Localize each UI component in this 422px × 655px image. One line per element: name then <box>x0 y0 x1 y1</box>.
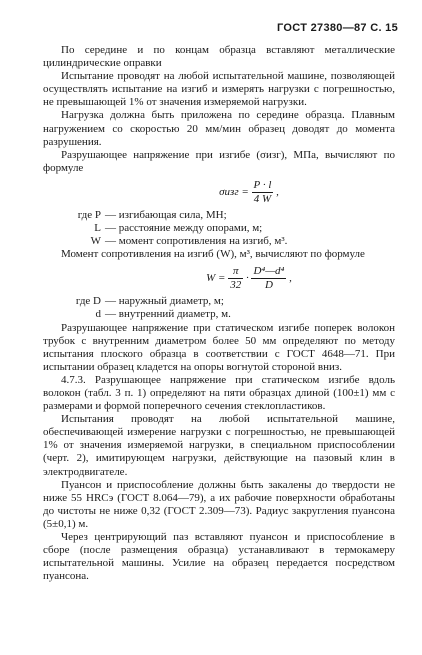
definitions-diameters <box>43 295 395 321</box>
formula-section-modulus-lhs: W = <box>206 272 226 285</box>
definition-text: — внутренний диаметр, м. <box>105 308 231 321</box>
formula-bending-stress-end: , <box>276 186 279 199</box>
paragraph-test-machine: Испытание проводят на любой испытательной машине, позволяющей осуществлять испытание на изгиб и измерять нагрузки с погрешностью, не превышающей 1% от значения измеряемой нагрузки. <box>43 70 395 109</box>
definition-text: — расстояние между опорами, м; <box>105 222 263 235</box>
definition-symbol: где P <box>77 208 101 221</box>
definition-row <box>43 235 395 248</box>
formula-bending-stress <box>103 179 395 205</box>
formula-section-modulus-coefficient <box>228 265 243 292</box>
formula-section-modulus-fraction <box>251 265 286 292</box>
definition-text: — наружный диаметр, м; <box>105 295 224 308</box>
formula-section-modulus-end: , <box>289 272 292 285</box>
formula-bending-stress-denominator: 4 W <box>253 193 272 206</box>
formula-section-modulus <box>103 265 395 291</box>
paragraph-mandrels: По середине и по концам образца вставляют металлические цилиндрические оправки <box>43 44 395 70</box>
definition-text: — изгибающая сила, МН; <box>105 208 227 221</box>
definition-row <box>43 295 395 308</box>
definition-row <box>43 308 395 321</box>
formula-coefficient-denominator: 32 <box>230 279 242 292</box>
paragraph-assembly: Через центрирующий паз вставляют пуансон и приспособление в сборе (после размещения образца) устанавливают в термокамеру испытательной машины. Усилие на образец передается посредством пуансона. <box>43 531 395 583</box>
paragraph-section-4-7-3: 4.7.3. Разрушающее напряжение при статическом изгибе вдоль волокон (табл. 3 п. 1) определяют на пяти образцах длиной (100±1) мм с размерами и формой поперечного сечения стеклопластиков. <box>43 373 395 413</box>
definition-symbol: L <box>94 222 101 235</box>
definition-row <box>43 209 395 222</box>
paragraph-fixture-test: Испытания проводят на любой испытательной машине, обеспечивающей измерение нагрузки с погрешностью, не превышающей 1% от значения измеряемой нагрузки, в специальном приспособлении (черт. 2), имитирующем нагрузки, действующие на пазовый клин в электродвигателе. <box>43 413 395 478</box>
paragraph-punch-hardness: Пуансон и приспособление должны быть закалены до твердости не ниже 55 HRCэ (ГОСТ 8.064—79), а их рабочие поверхности обработаны до чистоты не ниже 0,32 (ГОСТ 2.309—73). Радиус закругления пуансона (5±0,1) м. <box>43 478 395 530</box>
definition-text: — момент сопротивления на изгиб, м³. <box>105 235 288 248</box>
paragraph-moment-intro: Момент сопротивления на изгиб (W), м³, вычисляют по формуле <box>61 248 365 261</box>
definition-symbol: где D <box>75 295 101 308</box>
definition-symbol: W <box>90 235 101 248</box>
formula-multiply-dot: · <box>245 272 249 285</box>
formula-section-modulus-denominator: D <box>264 279 273 292</box>
paragraph-load: Нагрузка должна быть приложена по середине образца. Плавным нагружением со скоростью 20 мм/мин образец доводят до момента разрушения. <box>43 109 395 148</box>
page-content <box>43 44 395 583</box>
formula-section-modulus-numerator: D⁴—d⁴ <box>251 265 286 279</box>
page-header: ГОСТ 27380—87 С. 15 <box>277 22 398 34</box>
definition-row <box>43 222 395 235</box>
paragraph-stress-intro: Разрушающее напряжение при изгибе (σизг), МПа, вычисляют по формуле <box>43 148 395 174</box>
formula-bending-stress-numerator: P · l <box>252 179 274 193</box>
formula-bending-stress-lhs: σизг = <box>219 186 249 199</box>
definitions-bending <box>43 209 395 248</box>
formula-bending-stress-fraction <box>252 179 274 206</box>
formula-coefficient-numerator: π <box>228 265 243 279</box>
definition-symbol: d <box>95 308 101 321</box>
paragraph-transverse-bending: Разрушающее напряжение при статическом изгибе поперек волокон трубок с внутренним диаметром более 50 мм определяют по методу испытания плоского образца в соответствии с ГОСТ 4648—71. При испытании образец кладется на опоры вогнутой стороной вниз. <box>43 321 395 373</box>
